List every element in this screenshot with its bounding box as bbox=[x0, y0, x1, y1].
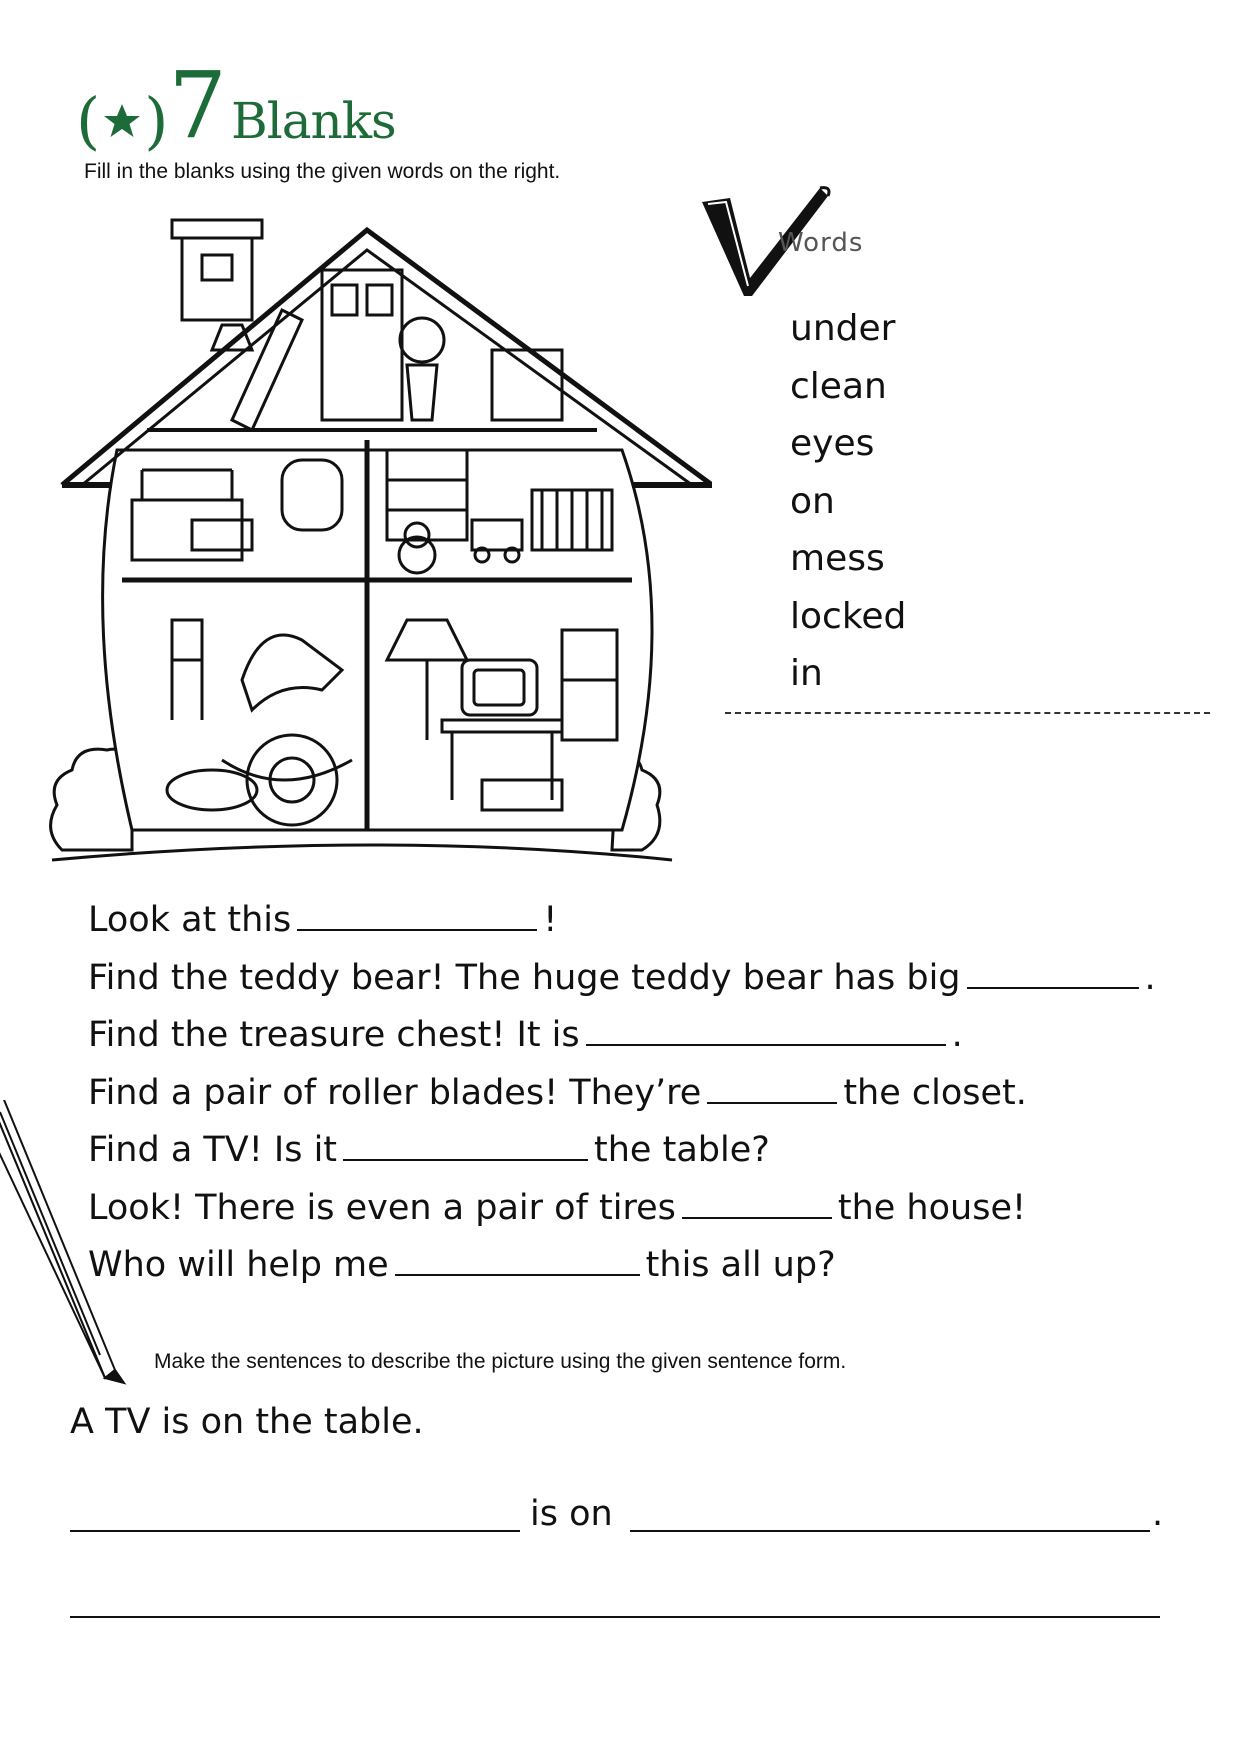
answer-blank[interactable] bbox=[967, 957, 1139, 989]
house-illustration bbox=[22, 200, 712, 900]
word-box-header bbox=[700, 178, 880, 308]
sentence-row bbox=[88, 892, 1228, 950]
section-number: 7 bbox=[168, 52, 227, 159]
sentence-row bbox=[88, 950, 1228, 1008]
section-logo bbox=[76, 52, 396, 159]
sentence-row bbox=[88, 1122, 1228, 1180]
answer-blank[interactable] bbox=[297, 899, 537, 931]
instruction-text: Fill in the blanks using the given words on the right. bbox=[84, 160, 561, 183]
section-title: Blanks bbox=[230, 92, 396, 150]
sentence-text: ! bbox=[543, 900, 558, 940]
sentence-text: . bbox=[951, 1015, 963, 1055]
answer-blank[interactable] bbox=[707, 1072, 837, 1104]
example-sentence: A TV is on the table. bbox=[70, 1402, 424, 1442]
word-item: mess bbox=[790, 538, 885, 579]
sentence-text: Find a TV! Is it bbox=[88, 1130, 338, 1170]
sentence-row bbox=[88, 1007, 1228, 1065]
word-box-title: Words bbox=[778, 228, 864, 258]
sentence-row bbox=[88, 1237, 1228, 1295]
open-paren: ( bbox=[76, 84, 101, 157]
sentence-text: . bbox=[1144, 957, 1156, 998]
sentence-text: Find a pair of roller blades! They’re bbox=[88, 1072, 702, 1113]
section2-instruction: Make the sentences to describe the picture using the given sentence form. bbox=[154, 1350, 847, 1373]
sentence-text: the table? bbox=[594, 1130, 770, 1170]
star-icon bbox=[100, 90, 144, 152]
sentence-text: Look! There is even a pair of tires bbox=[88, 1187, 676, 1228]
pencil-icon bbox=[0, 1100, 130, 1385]
answer-blank[interactable] bbox=[343, 1129, 588, 1161]
sentence-text: Find the treasure chest! It is bbox=[88, 1015, 580, 1055]
sentence-list bbox=[88, 892, 1228, 1295]
answer-blank[interactable] bbox=[682, 1187, 832, 1219]
word-item: clean bbox=[790, 365, 887, 407]
word-item: on bbox=[790, 480, 835, 522]
word-item: in bbox=[790, 653, 823, 694]
answer-blank[interactable] bbox=[395, 1244, 640, 1276]
sentence-text: Look at this bbox=[88, 900, 292, 940]
sentence-row bbox=[88, 1180, 1228, 1238]
sentence-text: the closet. bbox=[843, 1072, 1027, 1113]
dashed-divider bbox=[725, 712, 1210, 714]
word-list bbox=[790, 300, 1090, 703]
answer-blank[interactable] bbox=[630, 1530, 1150, 1532]
sentence-text: this all up? bbox=[645, 1245, 836, 1285]
form-middle-text: is on bbox=[530, 1494, 613, 1534]
word-item: under bbox=[790, 308, 896, 349]
sentence-text: Who will help me bbox=[88, 1245, 389, 1285]
word-item: eyes bbox=[790, 423, 875, 464]
sentence-row bbox=[88, 1065, 1228, 1123]
answer-blank[interactable] bbox=[586, 1014, 946, 1046]
writing-line[interactable] bbox=[70, 1616, 1160, 1618]
sentence-text: the house! bbox=[837, 1187, 1027, 1228]
sentence-form bbox=[70, 1486, 1170, 1546]
close-paren: ) bbox=[144, 84, 169, 157]
form-end-text: . bbox=[1152, 1494, 1164, 1534]
sentence-text: Find the teddy bear! The huge teddy bear has big bbox=[88, 957, 961, 998]
word-item: locked bbox=[790, 595, 907, 637]
answer-blank[interactable] bbox=[70, 1530, 520, 1532]
